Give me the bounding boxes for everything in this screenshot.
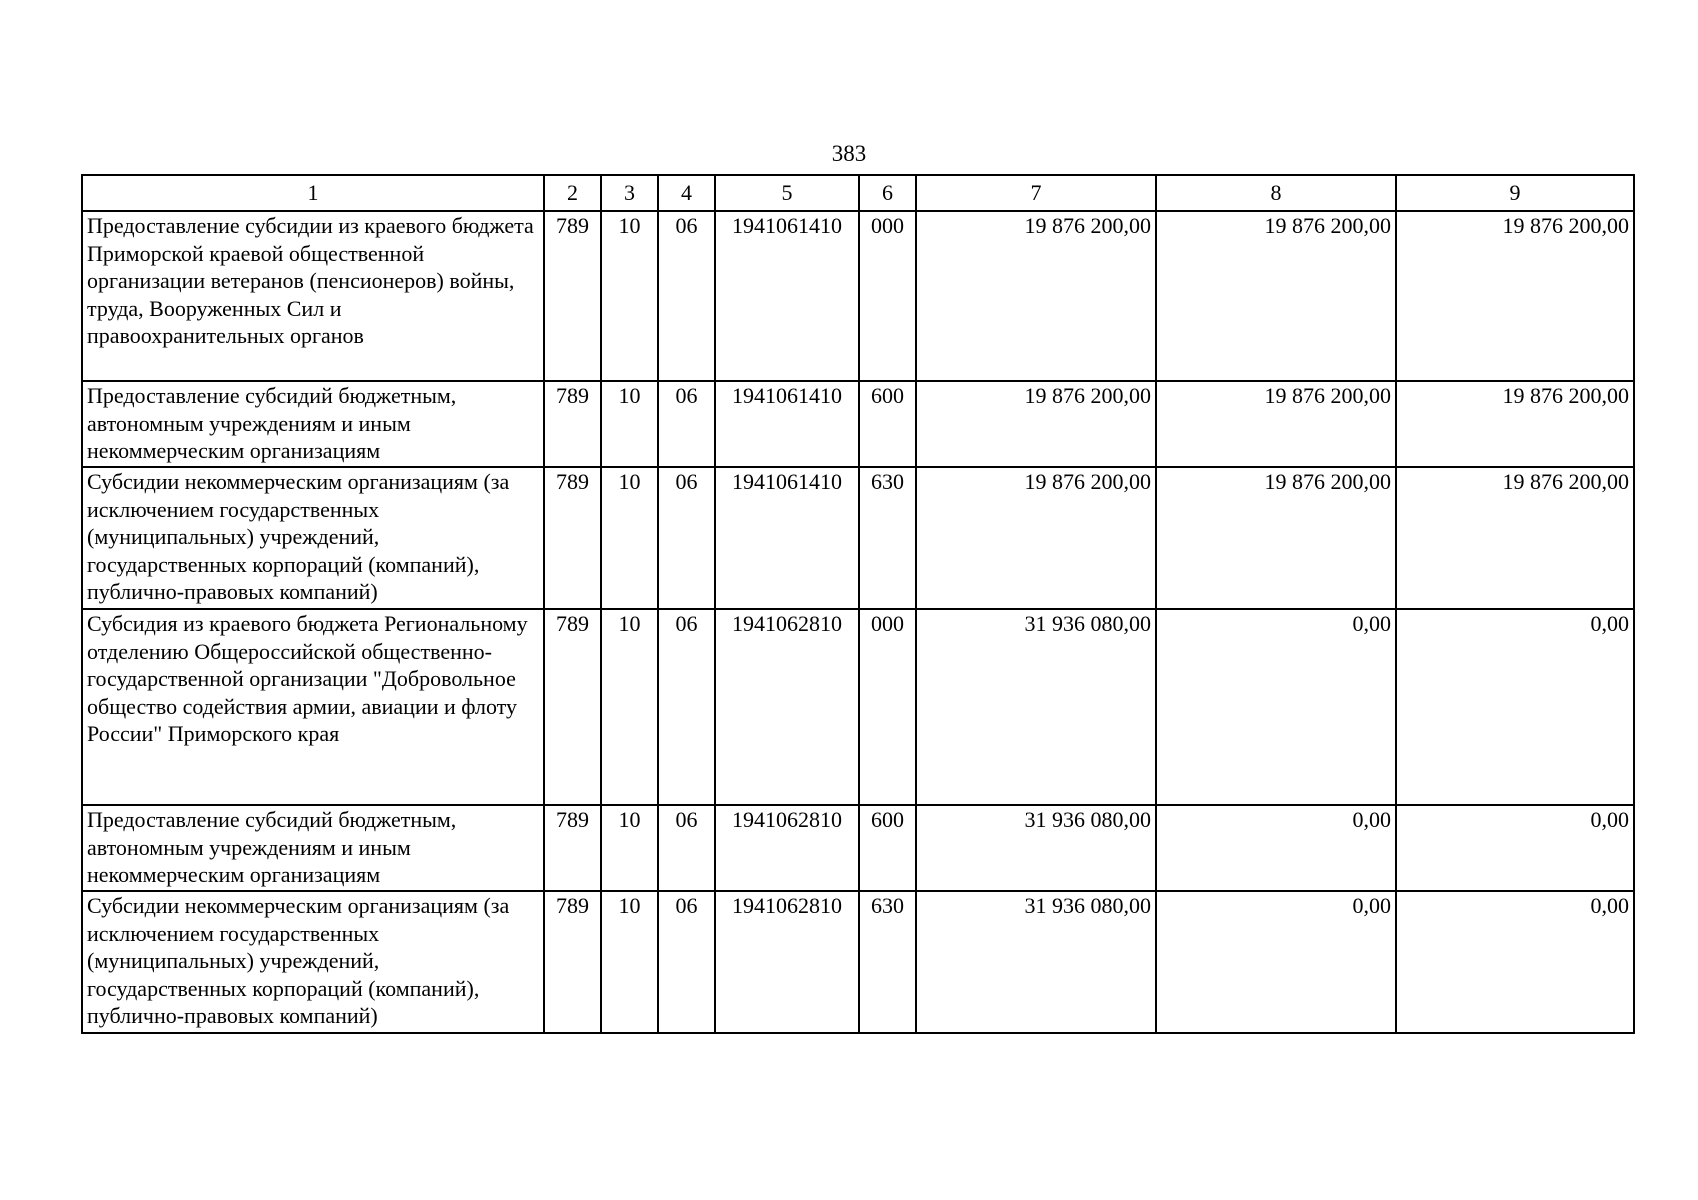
target-article-code: 1941061410 — [715, 211, 859, 381]
row-description: Предоставление субсидий бюджетным, автономным учреждениям и иным некоммерческим организациям — [82, 381, 544, 467]
amount-col-8: 19 876 200,00 — [1156, 381, 1396, 467]
amount-col-9: 19 876 200,00 — [1396, 211, 1634, 381]
row-description: Предоставление субсидий бюджетным, автономным учреждениям и иным некоммерческим организациям — [82, 805, 544, 891]
section-code: 10 — [601, 467, 658, 609]
column-header: 2 — [544, 175, 601, 211]
target-article-code: 1941062810 — [715, 609, 859, 805]
ministry-code: 789 — [544, 609, 601, 805]
amount-col-8: 19 876 200,00 — [1156, 211, 1396, 381]
expense-type-code: 600 — [859, 805, 916, 891]
section-code: 10 — [601, 891, 658, 1033]
amount-col-9: 0,00 — [1396, 805, 1634, 891]
target-article-code: 1941062810 — [715, 805, 859, 891]
column-header: 5 — [715, 175, 859, 211]
budget-table — [81, 174, 1635, 1034]
amount-col-7: 31 936 080,00 — [916, 891, 1156, 1033]
subsection-code: 06 — [658, 467, 715, 609]
amount-col-8: 0,00 — [1156, 805, 1396, 891]
column-header: 8 — [1156, 175, 1396, 211]
column-header: 7 — [916, 175, 1156, 211]
expense-type-code: 600 — [859, 381, 916, 467]
table-row — [82, 211, 1634, 381]
table-row — [82, 805, 1634, 891]
amount-col-9: 19 876 200,00 — [1396, 467, 1634, 609]
subsection-code: 06 — [658, 211, 715, 381]
ministry-code: 789 — [544, 211, 601, 381]
ministry-code: 789 — [544, 381, 601, 467]
column-header: 3 — [601, 175, 658, 211]
amount-col-8: 0,00 — [1156, 609, 1396, 805]
row-description: Предоставление субсидии из краевого бюджета Приморской краевой общественной организации ветеранов (пенсионеров) войны, труда, Вооруженных Сил и правоохранительных органов — [82, 211, 544, 381]
expense-type-code: 630 — [859, 891, 916, 1033]
ministry-code: 789 — [544, 805, 601, 891]
amount-col-7: 19 876 200,00 — [916, 211, 1156, 381]
row-description: Субсидия из краевого бюджета Региональному отделению Общероссийской общественно-государственной организации "Добровольное общество содействия армии, авиации и флоту России" Приморского края — [82, 609, 544, 805]
row-description: Субсидии некоммерческим организациям (за исключением государственных (муниципальных) учреждений, государственных корпораций (компаний), публично-правовых компаний) — [82, 891, 544, 1033]
page-number: 383 — [831, 141, 867, 166]
amount-col-9: 19 876 200,00 — [1396, 381, 1634, 467]
amount-col-9: 0,00 — [1396, 609, 1634, 805]
table-row — [82, 891, 1634, 1033]
amount-col-7: 19 876 200,00 — [916, 467, 1156, 609]
column-header: 4 — [658, 175, 715, 211]
section-code: 10 — [601, 609, 658, 805]
amount-col-7: 31 936 080,00 — [916, 609, 1156, 805]
ministry-code: 789 — [544, 891, 601, 1033]
table-row — [82, 609, 1634, 805]
column-header: 9 — [1396, 175, 1634, 211]
ministry-code: 789 — [544, 467, 601, 609]
expense-type-code: 000 — [859, 609, 916, 805]
table-row — [82, 381, 1634, 467]
column-header: 1 — [82, 175, 544, 211]
subsection-code: 06 — [658, 805, 715, 891]
section-code: 10 — [601, 805, 658, 891]
target-article-code: 1941062810 — [715, 891, 859, 1033]
table-row — [82, 467, 1634, 609]
header-row — [82, 175, 1634, 211]
amount-col-7: 31 936 080,00 — [916, 805, 1156, 891]
section-code: 10 — [601, 211, 658, 381]
amount-col-8: 0,00 — [1156, 891, 1396, 1033]
amount-col-8: 19 876 200,00 — [1156, 467, 1396, 609]
amount-col-7: 19 876 200,00 — [916, 381, 1156, 467]
section-code: 10 — [601, 381, 658, 467]
target-article-code: 1941061410 — [715, 467, 859, 609]
expense-type-code: 630 — [859, 467, 916, 609]
subsection-code: 06 — [658, 609, 715, 805]
amount-col-9: 0,00 — [1396, 891, 1634, 1033]
subsection-code: 06 — [658, 891, 715, 1033]
expense-type-code: 000 — [859, 211, 916, 381]
row-description: Субсидии некоммерческим организациям (за исключением государственных (муниципальных) учреждений, государственных корпораций (компаний), публично-правовых компаний) — [82, 467, 544, 609]
subsection-code: 06 — [658, 381, 715, 467]
column-header: 6 — [859, 175, 916, 211]
target-article-code: 1941061410 — [715, 381, 859, 467]
